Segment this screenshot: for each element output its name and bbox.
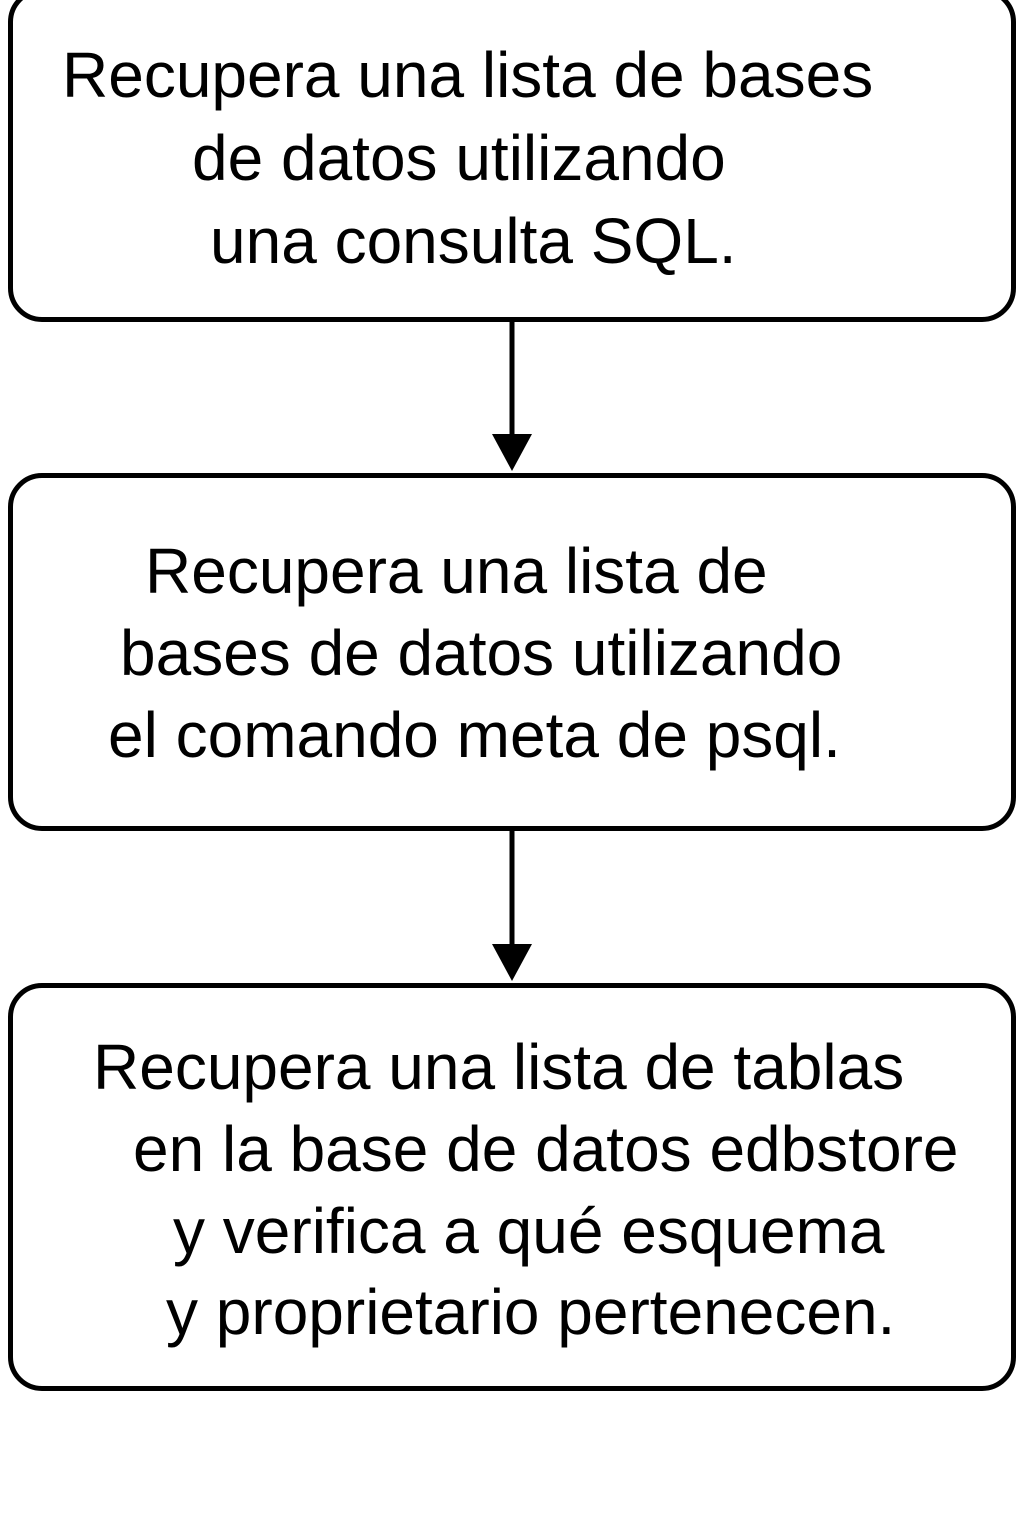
flow-step-3-line-4: y proprietario pertenecen.: [166, 1276, 896, 1348]
flow-step-2-line-2: bases de datos utilizando: [120, 617, 843, 689]
flow-step-1-line-2: de datos utilizando: [192, 122, 726, 194]
flow-step-1-line-1: Recupera una lista de bases: [62, 39, 874, 111]
flow-step-2-line-3: el comando meta de psql.: [108, 699, 841, 771]
flow-step-1-line-3: una consulta SQL.: [210, 205, 737, 277]
flow-step-3-line-3: y verifica a qué esquema: [173, 1195, 885, 1267]
arrow-down-icon: [492, 831, 532, 981]
flow-step-3-line-2: en la base de datos edbstore: [133, 1113, 959, 1185]
flow-step-2-line-1: Recupera una lista de: [145, 535, 768, 607]
arrow-down-icon: [492, 322, 532, 471]
flow-step-3-line-1: Recupera una lista de tablas: [93, 1031, 905, 1103]
